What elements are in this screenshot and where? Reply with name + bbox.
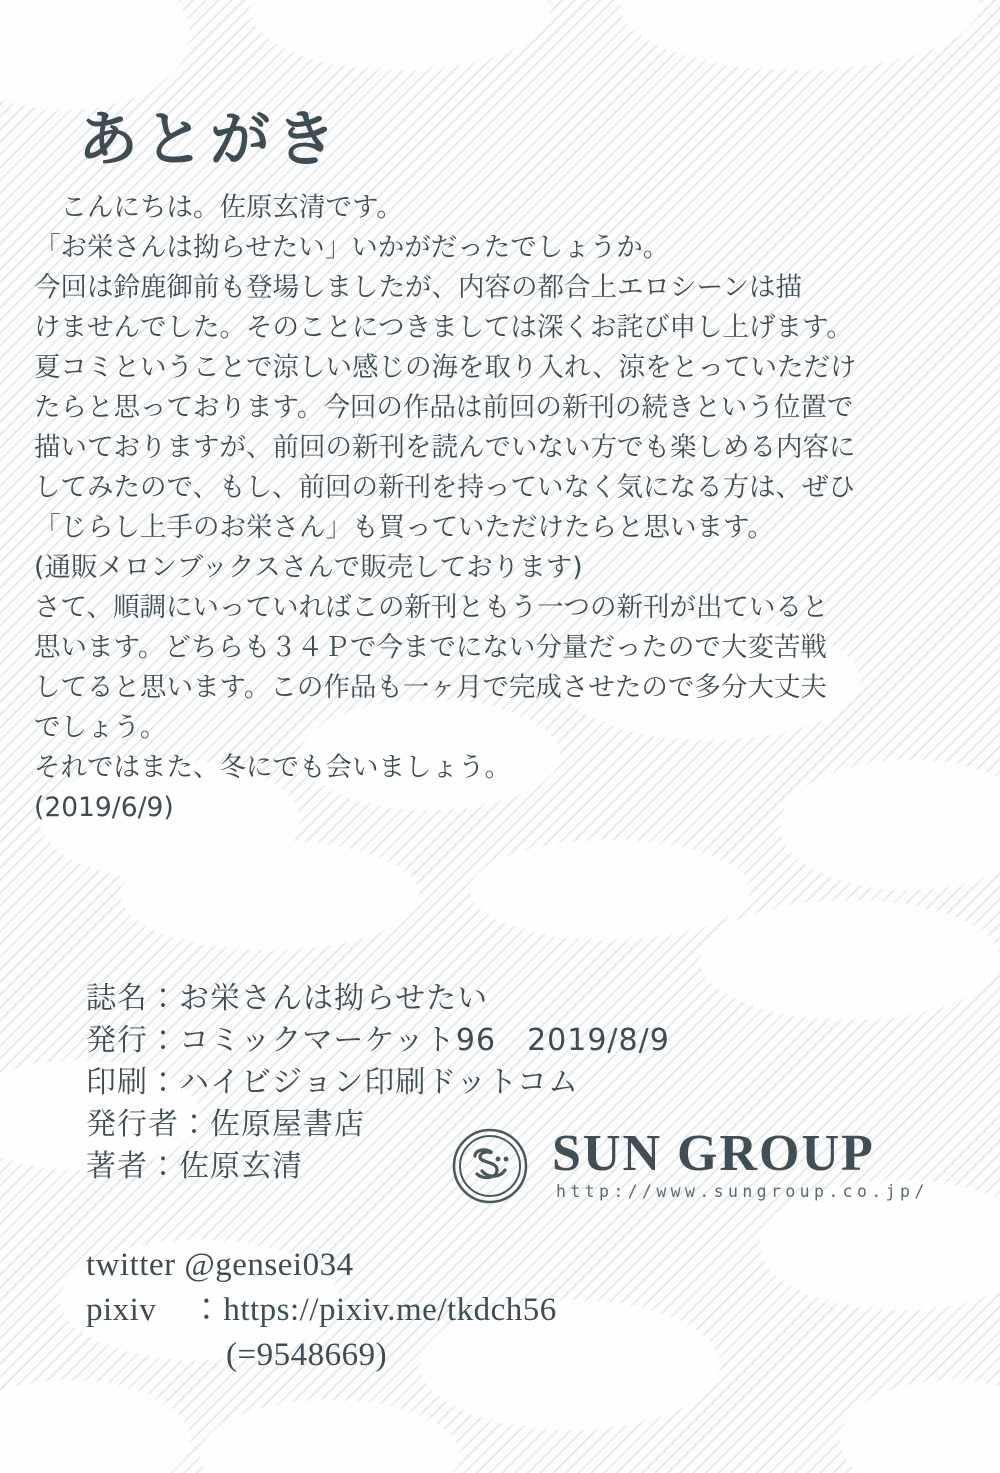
background-patch (250, 0, 550, 70)
colophon-publication: 発行：コミックマーケット96 2019/8/9 (86, 1023, 670, 1058)
afterword-line: してると思います。この作品も一ヶ月で完成させたので多分大丈夫 (34, 672, 827, 703)
sungroup-emblem-icon (452, 1128, 528, 1204)
colophon-publisher: 発行者：佐原屋書店 (86, 1107, 365, 1142)
afterword-line: でしょう。 (34, 712, 167, 743)
page-title: あとがき (78, 105, 342, 175)
background-patch (200, 1400, 460, 1473)
background-patch (0, 1380, 190, 1473)
afterword-line: 今回は鈴鹿御前も登場しましたが、内容の都合上エロシーンは描 (34, 272, 802, 303)
afterword-line: (通販メロンブックスさんで販売しております) (34, 552, 583, 583)
afterword-line: 「じらし上手のお栄さん」も買っていただけたらと思います。 (34, 512, 774, 543)
background-patch (840, 1380, 1000, 1473)
afterword-text (34, 188, 964, 828)
afterword-line: それではまた、冬にでも会いましょう。 (34, 752, 511, 783)
colophon-printer: 印刷：ハイビジョン印刷ドットコム (86, 1065, 579, 1100)
afterword-line: こんにちは。佐原玄清です。 (34, 192, 403, 223)
sungroup-url: http://www.sungroup.co.jp/ (556, 1182, 929, 1201)
colophon-author: 著者：佐原玄清 (86, 1149, 303, 1184)
afterword-line: してみたので、もし、前回の新刊を持っていなく気になる方は、ぜひ (34, 472, 855, 503)
afterword-line: (2019/6/9) (34, 792, 174, 823)
afterword-line: 思います。どちらも３４Ｐで今までにない分量だったので大変苦戦 (34, 632, 827, 663)
social-links (86, 1243, 557, 1378)
colophon-title: 誌名：お栄さんは拗らせたい (86, 981, 489, 1016)
sungroup-wordmark: SUN GROUP (552, 1125, 875, 1182)
afterword-line: 描いておりますが、前回の新刊を読んでいない方でも楽しめる内容に (34, 432, 856, 463)
afterword-line: たらと思っております。今回の作品は前回の新刊の続きという位置で (34, 392, 854, 423)
background-patch (620, 0, 980, 70)
twitter-handle[interactable]: twitter @gensei034 (86, 1247, 354, 1283)
afterword-line: けませんでした。そのことにつきましては深くお詫び申し上げます。 (34, 312, 853, 343)
afterword-line: 夏コミということで涼しい感じの海を取り入れ、涼をとっていただけ (34, 352, 857, 383)
afterword-line: 「お栄さんは拗らせたい」いかがだったでしょうか。 (34, 232, 670, 263)
sungroup-logo (452, 1122, 952, 1212)
background-patch (470, 840, 750, 940)
pixiv-id: (=9548669) (226, 1337, 388, 1373)
background-patch (120, 840, 420, 950)
background-patch (700, 900, 1000, 1020)
afterword-line: さて、順調にいっていればこの新刊ともう一つの新刊が出ていると (34, 592, 829, 623)
pixiv-link[interactable]: pixiv ：https://pixiv.me/tkdch56 (86, 1292, 557, 1328)
